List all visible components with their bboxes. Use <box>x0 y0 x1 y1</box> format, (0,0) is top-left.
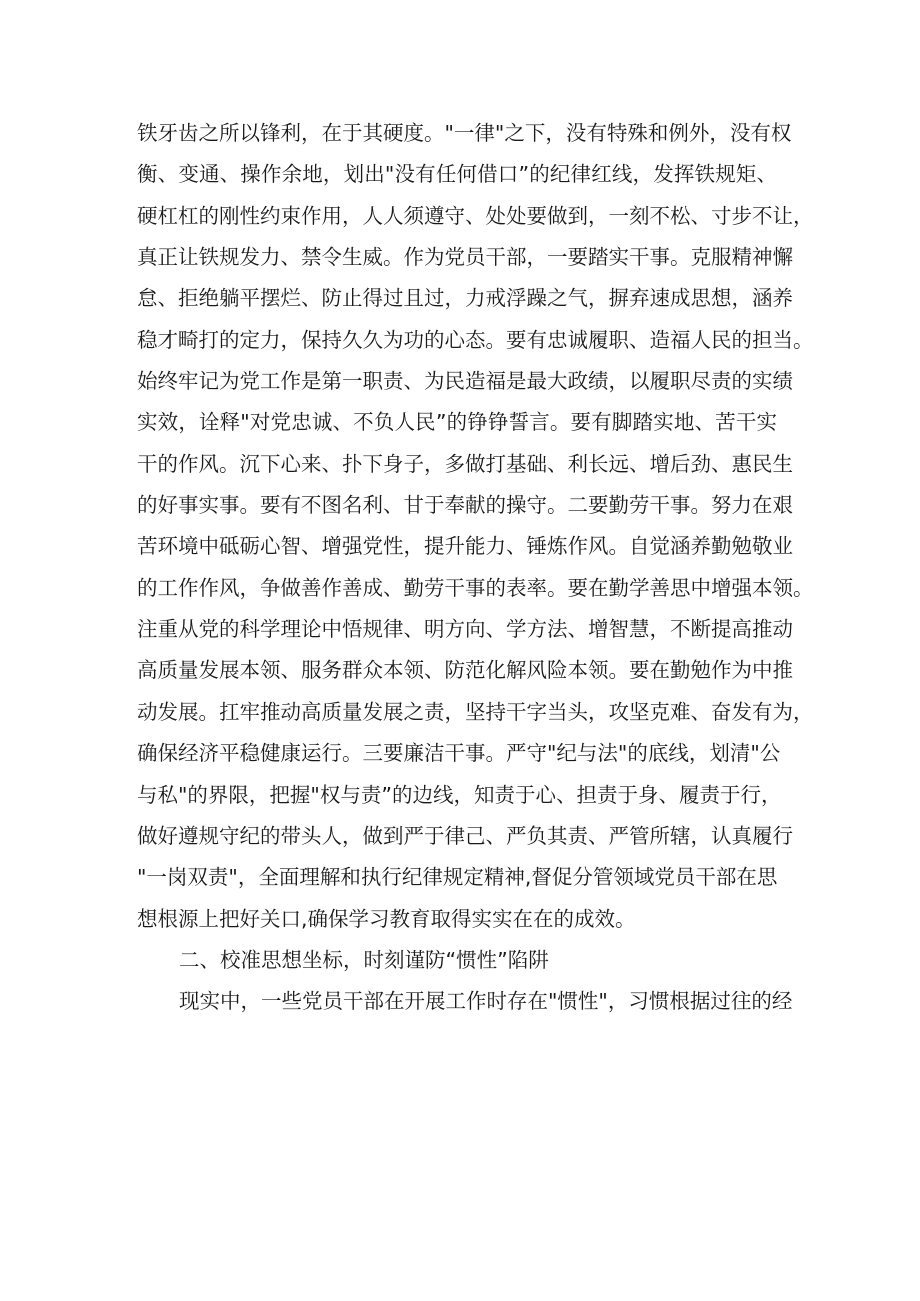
body-line: 始终牢记为党工作是第一职责、为民造福是最大政绩，以履职尽责的实绩 <box>137 369 793 394</box>
body-line: 苦环境中砥砺心智、增强党性，提升能力、锤炼作风。自觉涵养勤勉敬业 <box>137 534 793 559</box>
document-body <box>137 113 814 1023</box>
body-line: "一岗双责"，全面理解和执行纪律规定精神,督促分管领域党员干部在思 <box>137 865 778 890</box>
body-line: 稳才畸打的定力，保持久久为功的心态。要有忠诚履职、造福人民的担当。 <box>137 327 814 352</box>
body-line: 怠、拒绝躺平摆烂、防止得过且过，力戒浮躁之气，摒弃速成思想，涵养 <box>137 286 793 311</box>
body-line: 干的作风。沉下心来、扑下身子，多做打基础、利长远、增后劲、惠民生 <box>137 451 793 476</box>
body-line: 动发展。扛牢推动高质量发展之责，坚持干字当头，攻坚克难、奋发有为， <box>137 699 814 724</box>
body-line: 的工作作风，争做善作善成、勤劳干事的表率。要在勤学善思中增强本领。 <box>137 575 814 600</box>
body-line: 确保经济平稳健康运行。三要廉洁干事。严守"纪与法"的底线，划清"公 <box>137 741 781 766</box>
paragraph-start: 现实中，一些党员干部在开展工作时存在"惯性"，习惯根据过往的经 <box>179 989 793 1014</box>
body-line-last: 想根源上把好关口,确保学习教育取得实实在在的成效。 <box>137 906 636 931</box>
body-line: 注重从党的科学理论中悟规律、明方向、学方法、增智慧，不断提高推动 <box>137 617 793 642</box>
body-line: 与私"的界限，把握"权与责”的边线，知责于心、担责于身、履责于行， <box>137 782 782 807</box>
body-line: 衡、变通、操作余地，划出"没有任何借口”的纪律红线，发挥铁规矩、 <box>137 162 777 187</box>
section-heading: 二、校准思想坐标，时刻谨防“惯性”陷阱 <box>179 947 549 972</box>
body-line: 的好事实事。要有不图名利、甘于奉献的操守。二要勤劳干事。努力在艰 <box>137 493 793 518</box>
body-line: 实效，诠释"对党忠诚、不负人民”的铮铮誓言。要有脚踏实地、苦干实 <box>137 410 777 435</box>
body-line: 真正让铁规发力、禁令生威。作为党员干部，一要踏实干事。克服精神懈 <box>137 245 793 270</box>
body-line: 高质量发展本领、服务群众本领、防范化解风险本领。要在勤勉作为中推 <box>137 658 793 683</box>
body-line: 铁牙齿之所以锋利，在于其硬度。"一律"之下，没有特殊和例外，没有权 <box>137 121 792 145</box>
body-line: 硬杠杠的刚性约束作用，人人须遵守、处处要做到，一刻不松、寸步不让， <box>137 203 814 228</box>
body-line: 做好遵规守纪的带头人，做到严于律己、严负其责、严管所辖，认真履行 <box>137 823 793 848</box>
